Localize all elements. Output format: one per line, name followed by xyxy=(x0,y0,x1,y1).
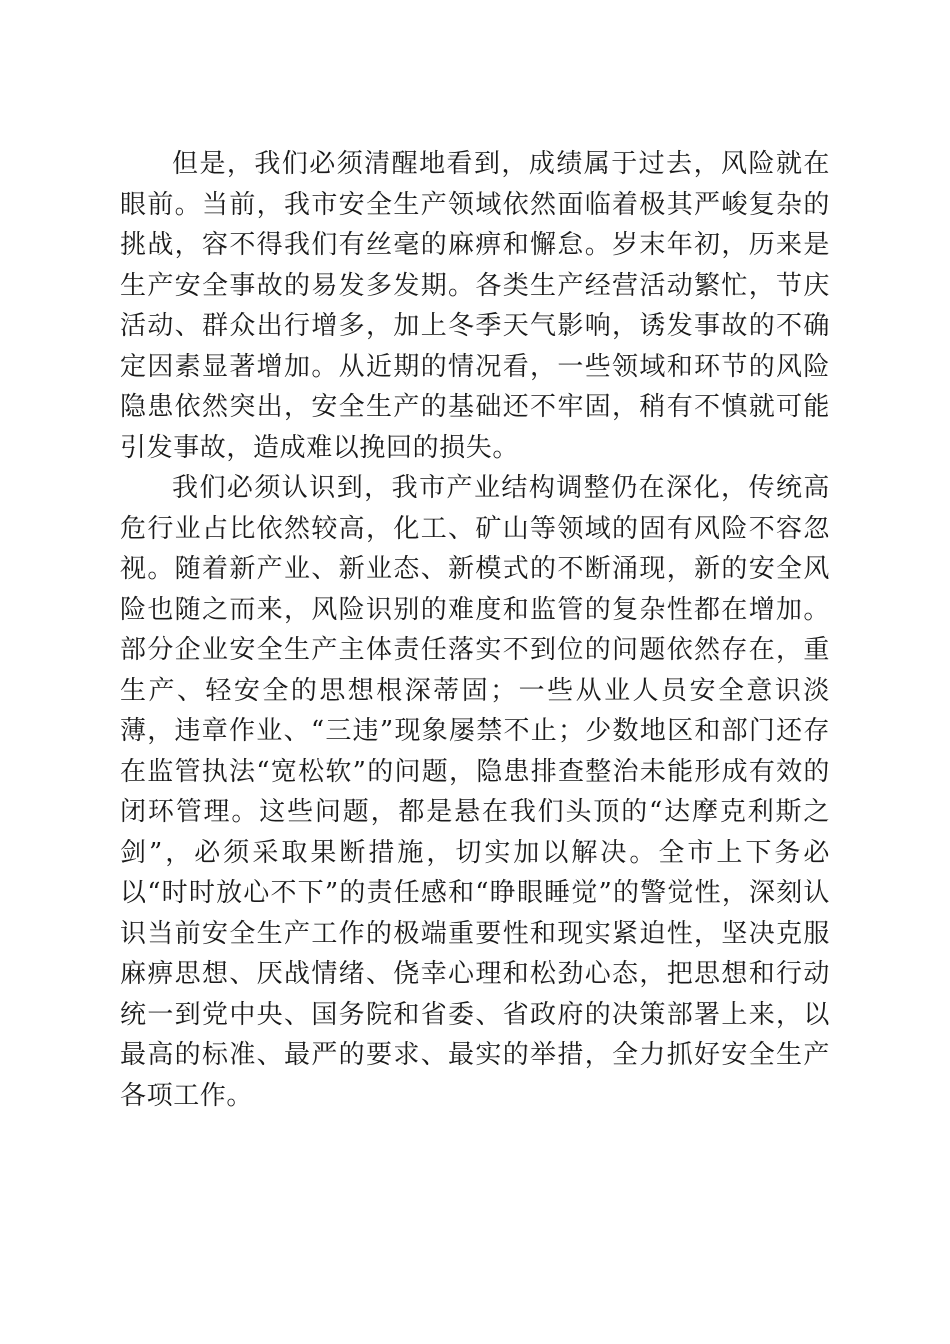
paragraph-structural-risks: 我们必须认识到，我市产业结构调整仍在深化，传统高危行业占比依然较高，化工、矿山等领域的固有风险不容忽视。随着新产业、新业态、新模式的不断涌现，新的安全风险也随之而来，风险识别的难度和监管的复杂性都在增加。部分企业安全生产主体责任落实不到位的问题依然存在，重生产、轻安全的思想根深蒂固；一些从业人员安全意识淡薄，违章作业、“三违”现象屡禁不止；少数地区和部门还存在监管执法“宽松软”的问题，隐患排查整治未能形成有效的闭环管理。这些问题，都是悬在我们头顶的“达摩克利斯之剑”，必须采取果断措施，切实加以解决。全市上下务必以“时时放心不下”的责任感和“睁眼睡觉”的警觉性，深刻认识当前安全生产工作的极端重要性和现实紧迫性，坚决克服麻痹思想、厌战情绪、侥幸心理和松劲心态，把思想和行动统一到党中央、国务院和省委、省政府的决策部署上来，以最高的标准、最严的要求、最实的举措，全力抓好安全生产各项工作。 xyxy=(120,473,830,1111)
document-body xyxy=(120,144,830,1116)
paragraph-risk-warning: 但是，我们必须清醒地看到，成绩属于过去，风险就在眼前。当前，我市安全生产领域依然面临着极其严峻复杂的挑战，容不得我们有丝毫的麻痹和懈怠。岁末年初，历来是生产安全事故的易发多发期。各类生产经营活动繁忙，节庆活动、群众出行增多，加上冬季天气影响，诱发事故的不确定因素显著增加。从近期的情况看，一些领域和环节的风险隐患依然突出，安全生产的基础还不牢固，稍有不慎就可能引发事故，造成难以挽回的损失。 xyxy=(120,149,830,463)
